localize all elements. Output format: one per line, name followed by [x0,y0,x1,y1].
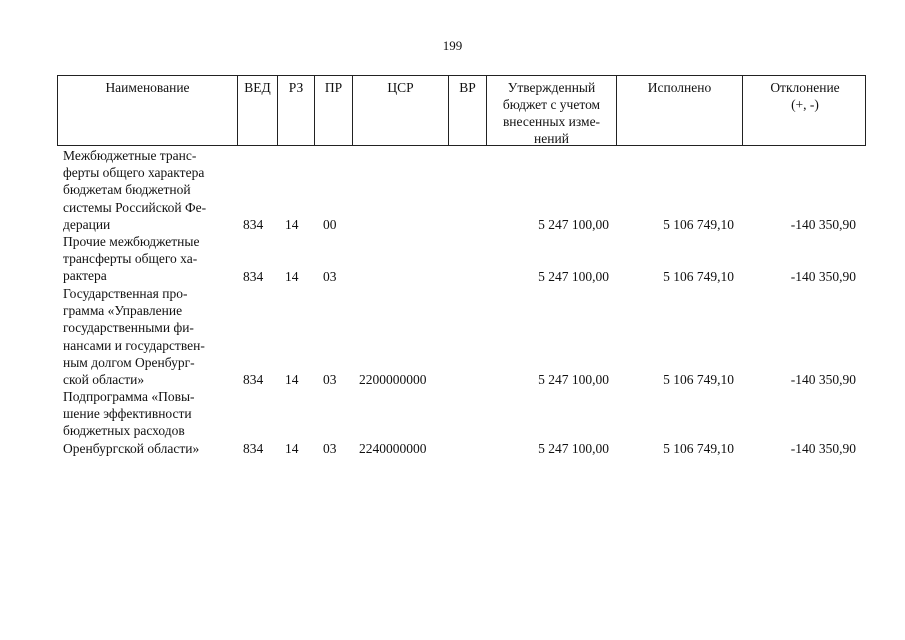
header-name: Наименование [105,80,190,95]
row-pr: 00 [323,216,337,232]
row-name: Прочие межбюджетные трансферты общего ха- рактера [63,234,200,284]
row-name: Государственная про- грамма «Управление государственными фи- нансами и государствен- ным долгом Оренбург- ской области» [63,286,205,388]
row-budget: 5 247 100,00 [538,371,609,387]
row-executed: 5 106 749,10 [663,440,734,456]
row-executed: 5 106 749,10 [663,268,734,284]
row-rz: 14 [285,268,299,284]
table-row [0,388,905,457]
row-pr: 03 [323,440,337,456]
row-name: Межбюджетные транс- ферты общего характера бюджетам бюджетной системы Российской Фе- дерации [63,148,207,232]
row-csr: 2240000000 [359,440,427,456]
header-vr: ВР [448,76,486,145]
row-deviation: -140 350,90 [790,268,856,284]
table-header [57,75,866,146]
header-budget: Утвержденный бюджет с учетом внесенных изме- нений [486,76,616,145]
row-ved: 834 [243,268,264,284]
row-ved: 834 [243,440,264,456]
row-pr: 03 [323,371,337,387]
row-rz: 14 [285,371,299,387]
header-deviation: Отклонение (+, -) [742,76,867,145]
row-executed: 5 106 749,10 [663,371,734,387]
header-ved: ВЕД [237,76,277,145]
table-row [0,285,905,388]
row-deviation: -140 350,90 [790,371,856,387]
row-ved: 834 [243,216,264,232]
row-csr: 2200000000 [359,371,427,387]
row-budget: 5 247 100,00 [538,440,609,456]
table-row [0,147,905,233]
row-pr: 03 [323,268,337,284]
row-name: Подпрограмма «Повы- шение эффективности бюджетных расходов Оренбургской области» [63,389,200,456]
row-rz: 14 [285,216,299,232]
row-budget: 5 247 100,00 [538,268,609,284]
page-number: 199 [442,38,463,53]
row-ved: 834 [243,371,264,387]
table-row [0,233,905,285]
header-rz: РЗ [277,76,314,145]
row-rz: 14 [285,440,299,456]
header-pr: ПР [314,76,352,145]
row-executed: 5 106 749,10 [663,216,734,232]
header-csr: ЦСР [352,76,448,145]
row-budget: 5 247 100,00 [538,216,609,232]
row-deviation: -140 350,90 [790,216,856,232]
header-executed: Исполнено [616,76,742,145]
row-deviation: -140 350,90 [790,440,856,456]
